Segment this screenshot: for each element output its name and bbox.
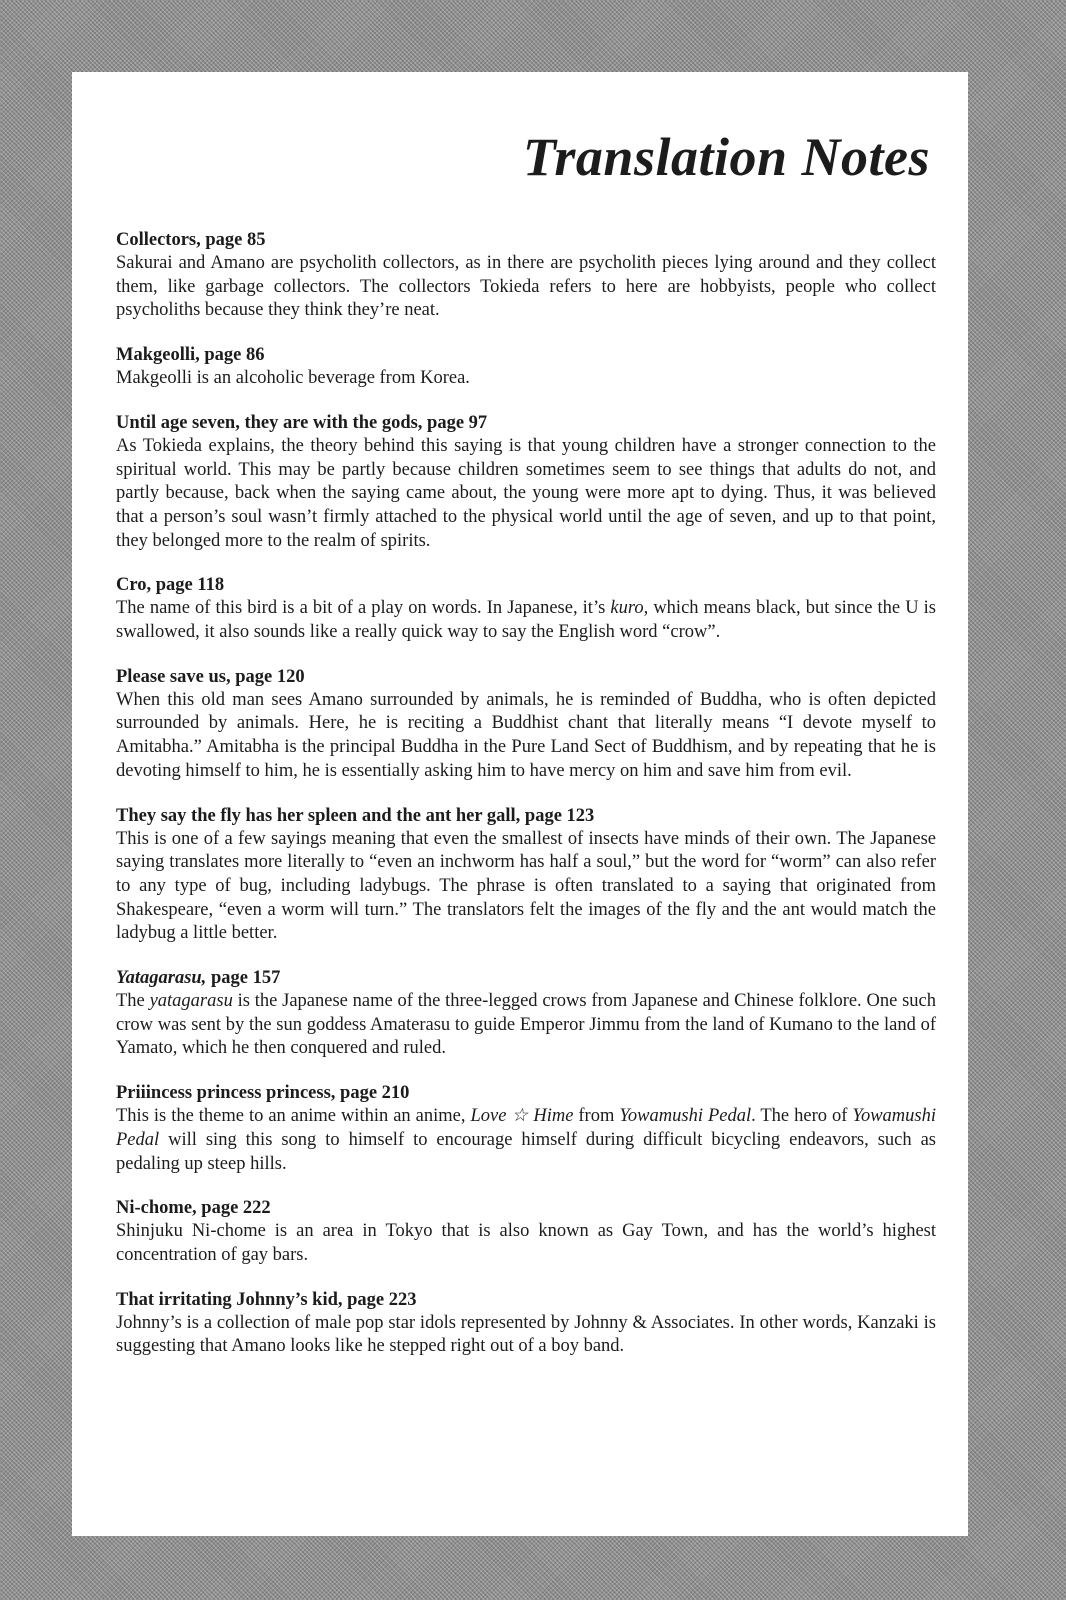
note-heading: Ni-chome, page 222 (116, 1198, 271, 1219)
note-body: Shinjuku Ni-chome is an area in Tokyo that is also known as Gay Town, and has the world’s highest concentration of gay bars. (116, 1221, 936, 1265)
note-heading: Until age seven, they are with the gods, page 97 (116, 412, 488, 433)
note-heading: Please save us, page 120 (116, 666, 305, 687)
note-ni-chome (116, 1196, 936, 1267)
note-priiincess (116, 1081, 936, 1176)
note-please-save-us (116, 665, 936, 784)
heading-text-italic: Yatagarasu, (116, 968, 207, 989)
body-text: The (116, 991, 150, 1012)
note-body (116, 990, 936, 1061)
note-makgeolli (116, 343, 936, 391)
note-body: Johnny’s is a collection of male pop star idols represented by Johnny & Associates. In other words, Kanzaki is suggesting that Amano looks like he stepped right out of a boy band. (116, 1312, 936, 1357)
note-heading: That irritating Johnny’s kid, page 223 (116, 1289, 417, 1310)
body-text: . The hero of (751, 1106, 853, 1127)
note-body: Sakurai and Amano are psycholith collectors, as in there are psycholith pieces lying around and they collect them, like garbage collectors. The collectors Tokieda refers to here are hobbyists, people who collect psycholiths because they think they’re neat. (116, 253, 936, 321)
body-text-italic: Love ☆ Hime (470, 1106, 574, 1127)
page-sheet (72, 72, 968, 1536)
note-heading: Priiincess princess princess, page 210 (116, 1083, 410, 1104)
body-text: will sing this song to himself to encourage himself during difficult bicycling endeavors, such as pedaling up steep hills. (116, 1129, 936, 1174)
note-heading: Makgeolli, page 86 (116, 345, 265, 366)
note-fly-spleen (116, 804, 936, 947)
body-text: from (573, 1106, 620, 1127)
body-text-italic: Yowamushi Pedal (619, 1106, 752, 1127)
note-heading (116, 966, 936, 990)
note-body (116, 597, 936, 644)
note-heading: They say the fly has her spleen and the ant her gall, page 123 (116, 805, 595, 826)
note-johnnys-kid (116, 1288, 936, 1359)
notes-list (116, 228, 936, 1379)
note-yatagarasu (116, 966, 936, 1061)
body-text: The name of this bird is a bit of a play on words. In Japanese, it’s (116, 598, 611, 619)
body-text-italic: kuro (610, 598, 644, 619)
note-collectors (116, 228, 936, 323)
page-title: Translation Notes (522, 127, 930, 187)
body-text-italic: Yowamushi Pedal (116, 1106, 937, 1150)
note-cro (116, 573, 936, 644)
note-body: As Tokieda explains, the theory behind this saying is that young children have a stronger connection to the spiritual world. This may be partly because children sometimes seem to see things that adults do not, and partly because, back when the saying came about, the young were more apt to dying. Thus, it was believed that a person’s soul wasn’t firmly attached to the physical world until the age of seven, and up to that point, they belonged more to the realm of spirits. (116, 435, 936, 551)
note-body: This is one of a few sayings meaning that even the smallest of insects have minds of their own. The Japanese saying translates more literally to “even an inchworm has half a soul,” but the word for “worm” can also refer to any type of bug, including ladybugs. The phrase is often translated to a saying that originated from Shakespeare, “even a worm will turn.” The translators felt the images of the fly and the ant would match the ladybug a little better. (116, 828, 936, 944)
body-text-italic: yatagarasu (149, 991, 233, 1012)
note-until-age-seven (116, 411, 936, 554)
body-text: This is the theme to an anime within an anime, (116, 1106, 471, 1127)
note-heading: Cro, page 118 (116, 575, 225, 596)
note-body: Makgeolli is an alcoholic beverage from Korea. (116, 368, 470, 389)
note-heading: Collectors, page 85 (116, 230, 266, 250)
note-body: When this old man sees Amano surrounded by animals, he is reminded of Buddha, who is often depicted surrounded by animals. Here, he is reciting a Buddhist chant that literally means “I devote myself to Amitabha.” Amitabha is the principal Buddha in the Pure Land Sect of Buddhism, and by repeating that he is devoting himself to him, he is essentially asking him to have mercy on him and save him from evil. (116, 689, 936, 781)
body-text: is the Japanese name of the three-legged crows from Japanese and Chinese folklore. One such crow was sent by the sun goddess Amaterasu to guide Emperor Jimmu from the land of Kumano to the land of Yamato, which he then conquered and ruled. (116, 991, 936, 1059)
body-text: , which means black, but since the U is swallowed, it also sounds like a really quick way to say the English word “crow”. (116, 598, 936, 643)
note-body (116, 1105, 936, 1176)
heading-text: page 157 (206, 968, 281, 989)
